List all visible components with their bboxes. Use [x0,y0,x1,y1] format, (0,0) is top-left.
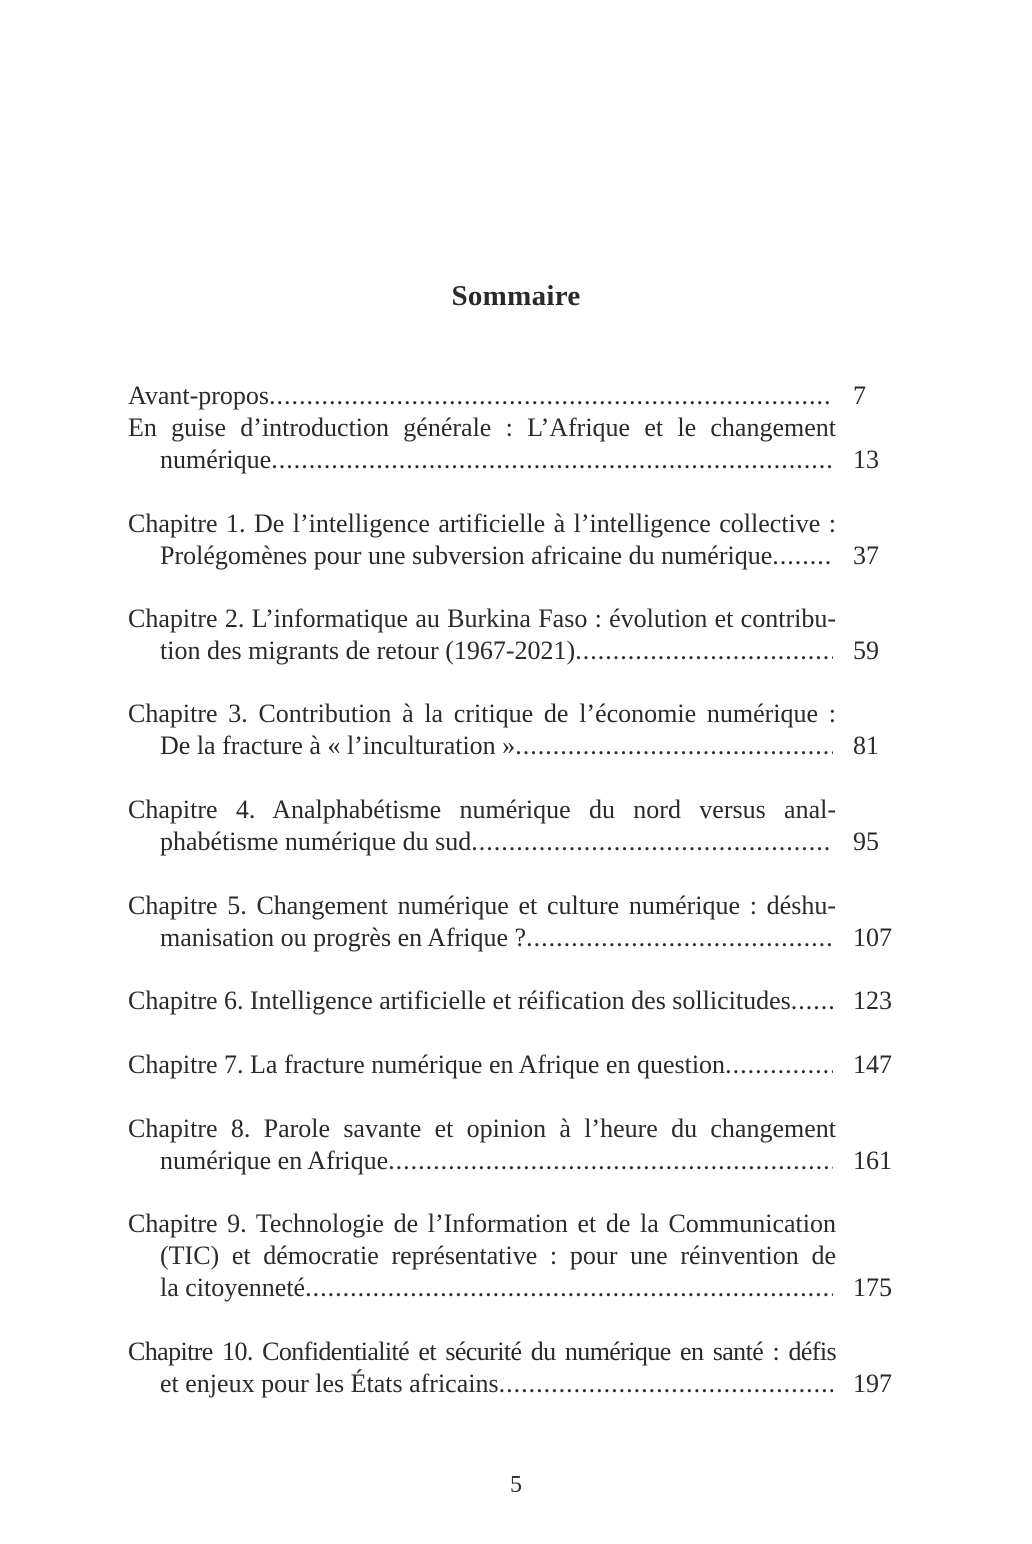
leader-dots [725,1049,833,1081]
toc-entry-chapitre-7[interactable] [128,1049,893,1081]
toc-entry-title: tion des migrants de retour (1967-2021) [160,636,576,665]
toc-entry-chapitre-3[interactable] [128,698,893,762]
toc-page-number: 59 [853,636,879,665]
toc-line: Chapitre 1. De l’intelligence artificielle à l’intelligence collective : [128,509,836,538]
toc-entry-title: phabétisme numérique du sud [160,827,472,856]
toc-line [128,635,893,667]
toc-line: Chapitre 9. Technologie de l’Information et de la Communication [128,1209,836,1238]
toc-page-number: 175 [853,1273,892,1302]
toc-entry-title: Avant-propos [128,381,270,410]
toc-line [128,1049,893,1081]
toc-line [128,922,893,954]
leader-dots [526,922,833,954]
toc-page-number: 147 [853,1050,892,1079]
toc-entry-chapitre-6[interactable] [128,985,893,1017]
toc-page-number: 161 [853,1146,892,1175]
toc-line: En guise d’introduction générale : L’Afrique et le changement [128,413,836,442]
toc-entry-introduction[interactable] [128,412,893,476]
toc-entry-title: numérique [160,445,272,474]
toc-entry-title: et enjeux pour les États africains [160,1369,499,1398]
toc-line: Chapitre 2. L’informatique au Burkina Faso : évolution et contribu- [128,604,836,633]
leader-dots [305,1272,833,1304]
toc-entry-title: Chapitre 6. Intelligence artificielle et réification des sollicitudes [128,986,791,1015]
toc-line [128,540,893,572]
toc-page-number: 197 [853,1369,892,1398]
toc-page-number: 95 [853,827,879,856]
toc-line [128,826,893,858]
leader-dots [515,730,833,762]
toc-line: Chapitre 8. Parole savante et opinion à l’heure du changement [128,1114,836,1143]
toc-entry-chapitre-8[interactable] [128,1113,893,1177]
leader-dots [269,380,833,412]
leader-dots [388,1145,833,1177]
leader-dots [499,1368,833,1400]
toc-page-number: 81 [853,731,879,760]
leader-dots [772,540,833,572]
leader-dots [471,826,833,858]
toc-entry-avant-propos[interactable] [128,380,893,412]
toc-entry-title: numérique en Afrique [160,1146,389,1175]
toc-entry-chapitre-9[interactable] [128,1208,893,1304]
toc-line: Chapitre 3. Contribution à la critique de l’économie numérique : [128,699,836,728]
toc-line [128,985,893,1017]
toc-entry-title: Chapitre 7. La fracture numérique en Afrique en question [128,1050,726,1079]
toc-entry-title: Prolégomènes pour une subversion africaine du numérique [160,541,773,570]
toc-line: Chapitre 10. Confidentialité et sécurité du numérique en santé : défis [128,1337,836,1366]
leader-dots [271,444,833,476]
toc-entry-title: De la fracture à « l’inculturation » [160,731,516,760]
toc-line [128,1145,893,1177]
toc-line [128,1368,893,1400]
toc-entry-title: la citoyenneté [160,1273,306,1302]
page-number: 5 [510,1472,522,1498]
toc-page-number: 7 [853,381,866,410]
toc-entry-chapitre-5[interactable] [128,890,893,954]
toc-line [128,1272,893,1304]
toc-line [128,380,893,412]
leader-dots [791,985,833,1017]
toc-line [128,730,893,762]
toc-page-number: 123 [853,986,892,1015]
toc-entry-chapitre-1[interactable] [128,508,893,572]
toc-entry-chapitre-4[interactable] [128,794,893,858]
toc-line: Chapitre 5. Changement numérique et culture numérique : déshu- [128,891,836,920]
toc-entry-title: manisation ou progrès en Afrique ? [160,923,527,952]
toc-line: (TIC) et démocratie représentative : pour une réinvention de [160,1241,836,1270]
toc-page-number: 107 [853,923,892,952]
toc-page-number: 37 [853,541,879,570]
page-title: Sommaire [451,280,581,312]
toc-line: Chapitre 4. Analphabétisme numérique du nord versus anal- [128,795,836,824]
toc-entry-chapitre-10[interactable] [128,1336,893,1400]
leader-dots [575,635,833,667]
toc-entry-chapitre-2[interactable] [128,603,893,667]
toc-line [128,444,893,476]
toc-page-number: 13 [853,445,879,474]
